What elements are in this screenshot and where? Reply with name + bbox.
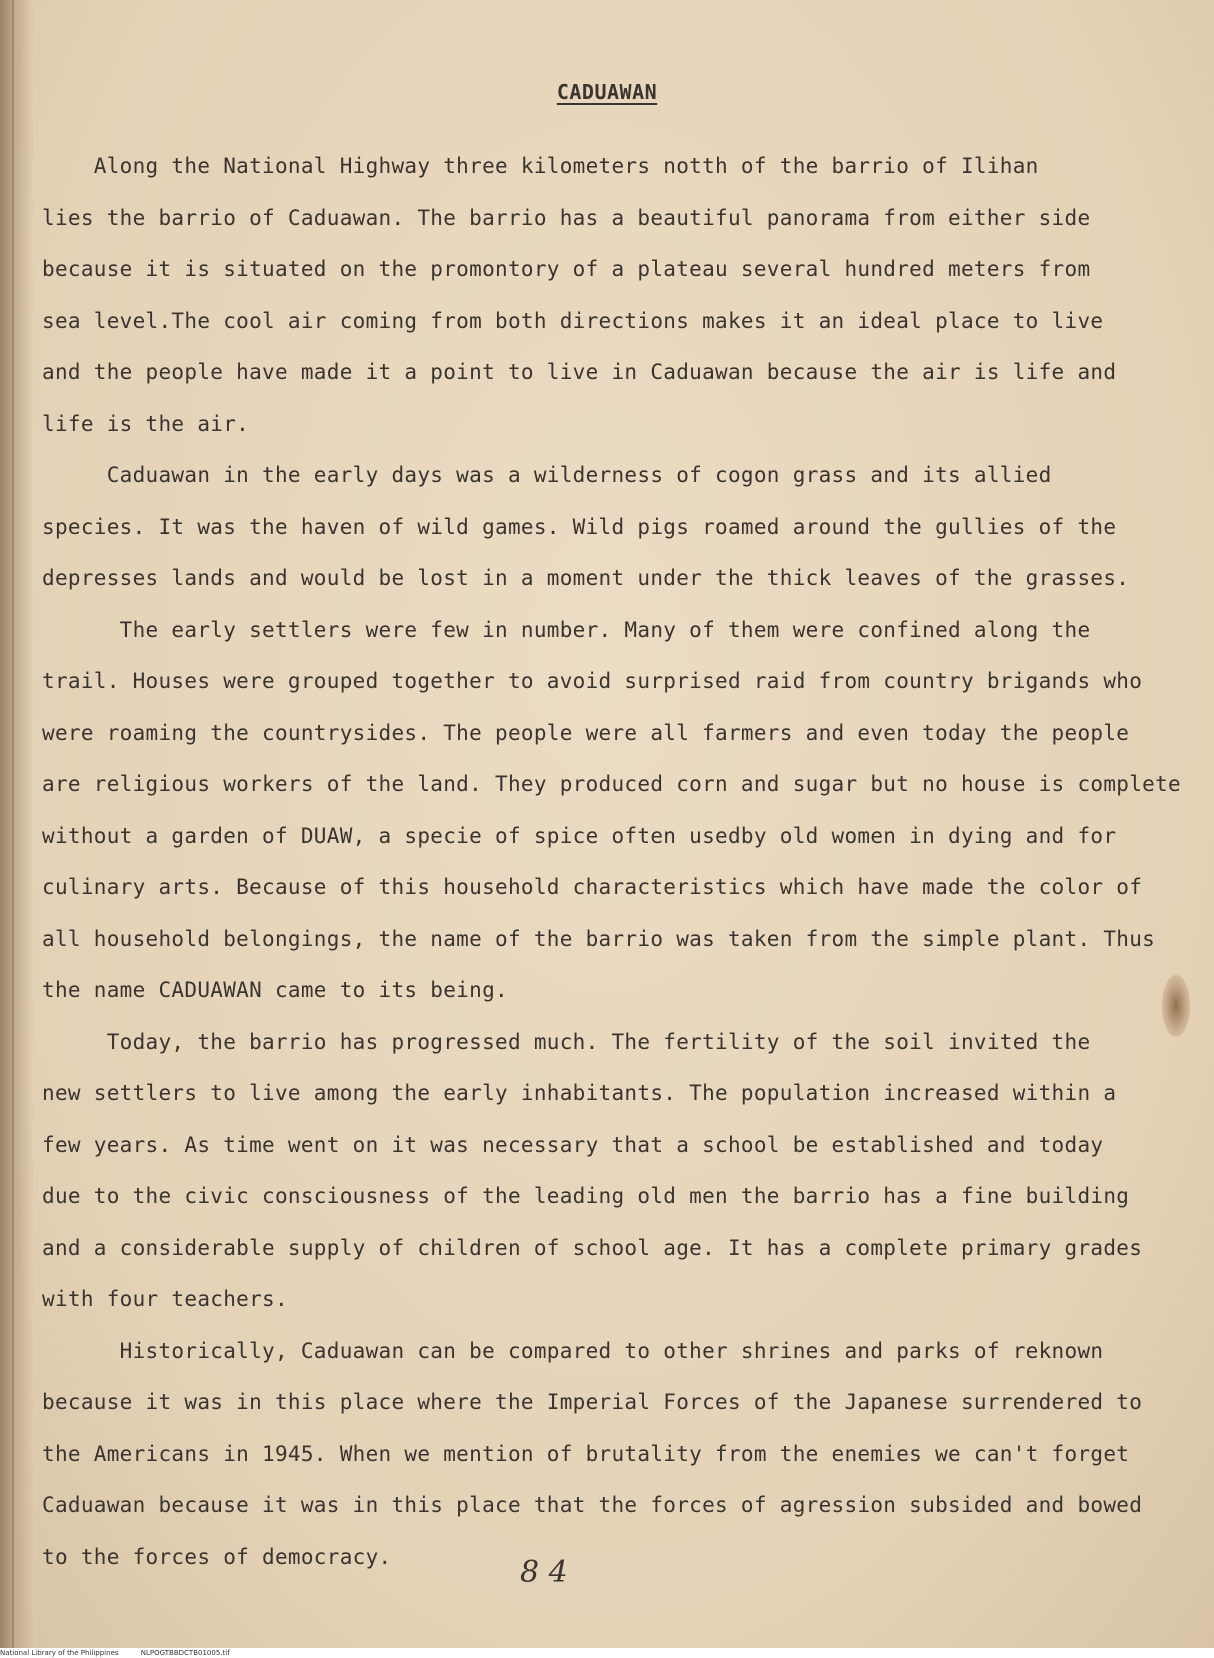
- page-crease: [12, 0, 14, 1648]
- text-line: Caduawan because it was in this place that the forces of agression subsided and bowed: [42, 1493, 1143, 1517]
- text-line: and the people have made it a point to live in Caduawan because the air is life and: [42, 360, 1117, 384]
- text-line: were roaming the countrysides. The people were all farmers and even today the people: [42, 720, 1130, 745]
- text-line: depresses lands and would be lost in a moment under the thick leaves of the grasses.: [42, 566, 1130, 590]
- scan-footer: [0, 1648, 1214, 1658]
- text-line: and a considerable supply of children of school age. It has a complete primary grades: [42, 1235, 1143, 1260]
- text-line: are religious workers of the land. They produced corn and sugar but no house is complete: [42, 772, 1181, 796]
- footer-library: National Library of the Philippines: [0, 1649, 119, 1657]
- text-line: The early settlers were few in number. Many of them were confined along the: [42, 617, 1091, 642]
- text-line: without a garden of DUAW, a specie of spice often usedby old women in dying and for: [42, 823, 1117, 848]
- text-line: trail. Houses were grouped together to avoid surprised raid from country brigands who: [42, 669, 1143, 693]
- text-line: Along the National Highway three kilometers notth of the barrio of Ilihan: [42, 154, 1039, 178]
- text-line: Today, the barrio has progressed much. The fertility of the soil invited the: [42, 1029, 1091, 1054]
- footer-file: NLPOGTBBDCTB01005.tif: [140, 1649, 230, 1657]
- text-line: the Americans in 1945. When we mention of brutality from the enemies we can't forget: [42, 1441, 1130, 1466]
- text-line: to the forces of democracy.: [42, 1544, 392, 1569]
- text-line: due to the civic consciousness of the leading old men the barrio has a fine building: [42, 1184, 1130, 1208]
- text-line: Caduawan in the early days was a wilderness of cogon grass and its allied: [42, 463, 1052, 487]
- text-line: the name CADUAWAN came to its being.: [42, 978, 508, 1002]
- text-line: Historically, Caduawan can be compared to other shrines and parks of reknown: [42, 1338, 1104, 1363]
- text-line: lies the barrio of Caduawan. The barrio has a beautiful panorama from either side: [42, 205, 1091, 230]
- handwritten-page-number: 8 4: [520, 1555, 568, 1590]
- text-line: few years. As time went on it was necessary that a school be established and today: [42, 1132, 1104, 1157]
- text-line: because it is situated on the promontory of a plateau several hundred meters from: [42, 257, 1091, 281]
- text-line: species. It was the haven of wild games. Wild pigs roamed around the gullies of the: [42, 514, 1117, 539]
- text-line: with four teachers.: [42, 1287, 288, 1311]
- document-title: CADUAWAN: [556, 80, 658, 104]
- text-line: because it was in this place where the Imperial Forces of the Japanese surrendered to: [42, 1390, 1143, 1414]
- binding-shadow: [0, 0, 34, 1648]
- text-line: new settlers to live among the early inhabitants. The population increased within a: [42, 1081, 1117, 1105]
- text-line: sea level.The cool air coming from both directions makes it an ideal place to live: [42, 308, 1104, 333]
- text-line: life is the air.: [42, 411, 250, 436]
- document-body: [42, 141, 1202, 1583]
- text-line: culinary arts. Because of this household characteristics which have made the color of: [42, 875, 1143, 899]
- text-line: all household belongings, the name of the barrio was taken from the simple plant. Thus: [42, 926, 1156, 951]
